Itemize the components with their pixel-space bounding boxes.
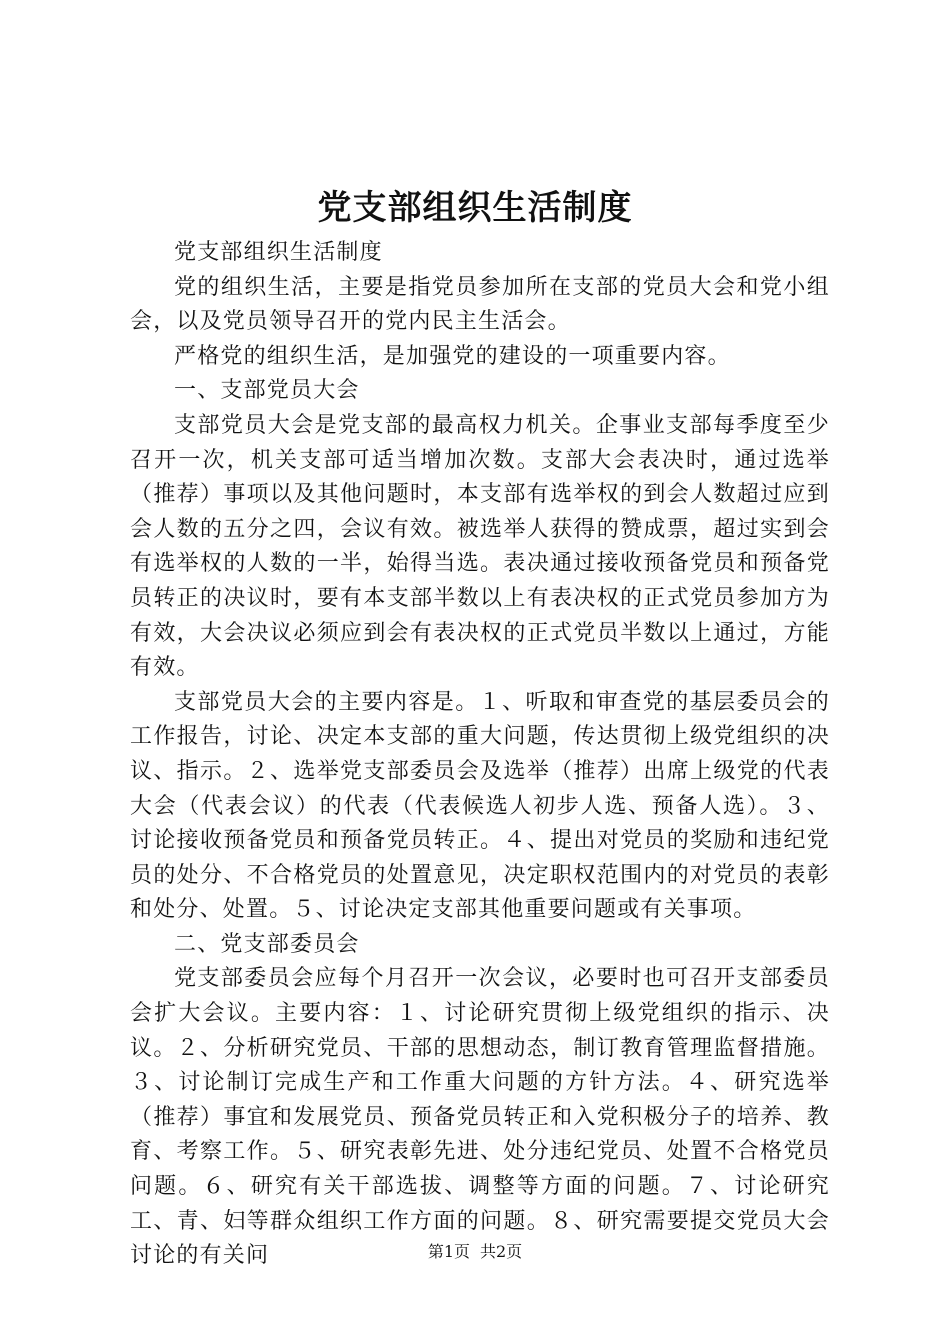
paragraph-importance: 严格党的组织生活，是加强党的建设的一项重要内容。 (174, 343, 731, 369)
page-footer (0, 1240, 950, 1264)
paragraph-committee-content: 党支部委员会应每个月召开一次会议，必要时也可召开支部委员会扩大会议。主要内容：１、讨论研究贯彻上级党组织的指示、决议。２、分析研究党员、干部的思想动态，制订教育管理监督措施。３、讨论制订完成生产和工作重大问题的方针方法。４、研究选举（推荐）事宜和发展党员、预备党员转正和入党积极分子的培养、教育、考察工作。５、研究表彰先进、处分违纪党员、处置不合格党员问题。６、研究有关干部选拔、调整等方面的问题。７、讨论研究工、青、妇等群众组织工作方面的问题。８、研究需要提交党员大会讨论的有关问 (130, 966, 830, 1269)
section-heading-branch-committee: 二、党支部委员会 (174, 931, 360, 957)
document-body (130, 236, 830, 1274)
paragraph-meeting-rules: 支部党员大会是党支部的最高权力机关。企事业支部每季度至少召开一次，机关支部可适当增加次数。支部大会表决时，通过选举（推荐）事项以及其他问题时，本支部有选举权的到会人数超过应到会人数的五分之四，会议有效。被选举人获得的赞成票，超过实到会有选举权的人数的一半，始得当选。表决通过接收预备党员和预备党员转正的决议时，要有本支部半数以上有表决权的正式党员参加方为有效，大会决议必须应到会有表决权的正式党员半数以上通过，方能有效。 (130, 412, 830, 681)
paragraph-meeting-content: 支部党员大会的主要内容是。１、听取和审查党的基层委员会的工作报告，讨论、决定本支部的重大问题，传达贯彻上级党组织的决议、指示。２、选举党支部委员会及选举（推荐）出席上级党的代表大会（代表会议）的代表（代表候选人初步人选、预备人选）。３、讨论接收预备党员和预备党员转正。４、提出对党员的奖励和违纪党员的处分、不合格党员的处置意见，决定职权范围内的对党员的表彰和处分、处置。５、讨论决定支部其他重要问题或有关事项。 (130, 689, 830, 923)
page-number-total: 共2页 (480, 1242, 523, 1261)
section-heading-party-member-meeting: 一、支部党员大会 (174, 378, 360, 404)
page-number-current: 第1页 (427, 1242, 470, 1261)
paragraph-intro: 党的组织生活，主要是指党员参加所在支部的党员大会和党小组会，以及党员领导召开的党内民主生活会。 (130, 274, 830, 335)
document-title: 党支部组织生活制度 (317, 188, 633, 228)
paragraph-subtitle: 党支部组织生活制度 (174, 240, 383, 265)
